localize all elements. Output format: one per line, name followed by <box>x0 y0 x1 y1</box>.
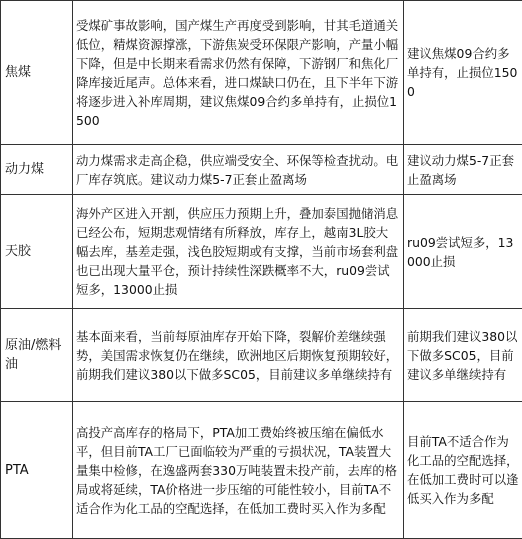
commodity-name: PTA <box>1 402 73 539</box>
analysis-text: 动力煤需求走高企稳，供应端受安全、环保等检查扰动。电厂库存筑底。建议动力煤5-7正套止盈离场 <box>73 145 404 195</box>
table-row <box>1 145 522 195</box>
table-row <box>1 402 522 539</box>
analysis-text: 高投产高库存的格局下，PTA加工费始终被压缩在偏低水平，但目前TA工厂已面临较为严重的亏损状况，TA装置大量集中检修，在逸盛两套330万吨装置未投产前，去库的格局或将延续，TA价格进一步压缩的可能性较小，目前TA不适合作为化工品的空配选择，在低加工费时买入作为多配 <box>73 402 404 539</box>
advice-text: 建议焦煤09合约多单持有，止损位1500 <box>404 1 522 145</box>
advice-text: 前期我们建议380以下做多SC05，目前建议多单继续持有 <box>404 309 522 402</box>
table-row <box>1 309 522 402</box>
analysis-text: 受煤矿事故影响，国产煤生产再度受到影响，甘其毛道通关低位，精煤资源撑涨，下游焦炭受环保限产影响，产量小幅下降，但是中长期来看需求仍然有保障，下游钢厂和焦化厂降库接近尾声。总体来看，进口煤缺口仍在，且下半年下游将逐步进入补库周期，建议焦煤09合约多单持有，止损位1500 <box>73 1 404 145</box>
advice-text: 建议动力煤5-7正套止盈离场 <box>404 145 522 195</box>
commodity-name: 原油/燃料油 <box>1 309 73 402</box>
analysis-text: 海外产区进入开割，供应压力预期上升，叠加泰国抛储消息已经公布，短期悲观情绪有所释放，库存上，越南3L胶大幅去库，基差走强，浅色胶短期或有支撑，当前市场套利盘也已出现大量平仓，预计持续性深跌概率不大，ru09尝试短多，13000止损 <box>73 195 404 309</box>
commodity-name: 动力煤 <box>1 145 73 195</box>
commodity-name: 天胶 <box>1 195 73 309</box>
analysis-text: 基本面来看，当前每原油库存开始下降，裂解价差继续强势，美国需求恢复仍在继续，欧洲地区后期恢复预期较好，前期我们建议380以下做多SC05，目前建议多单继续持有 <box>73 309 404 402</box>
commodity-name: 焦煤 <box>1 1 73 145</box>
advice-text: 目前TA不适合作为化工品的空配选择，在低加工费时可以逢低买入作为多配 <box>404 402 522 539</box>
advice-text: ru09尝试短多，13000止损 <box>404 195 522 309</box>
table-row <box>1 1 522 145</box>
table-row <box>1 195 522 309</box>
